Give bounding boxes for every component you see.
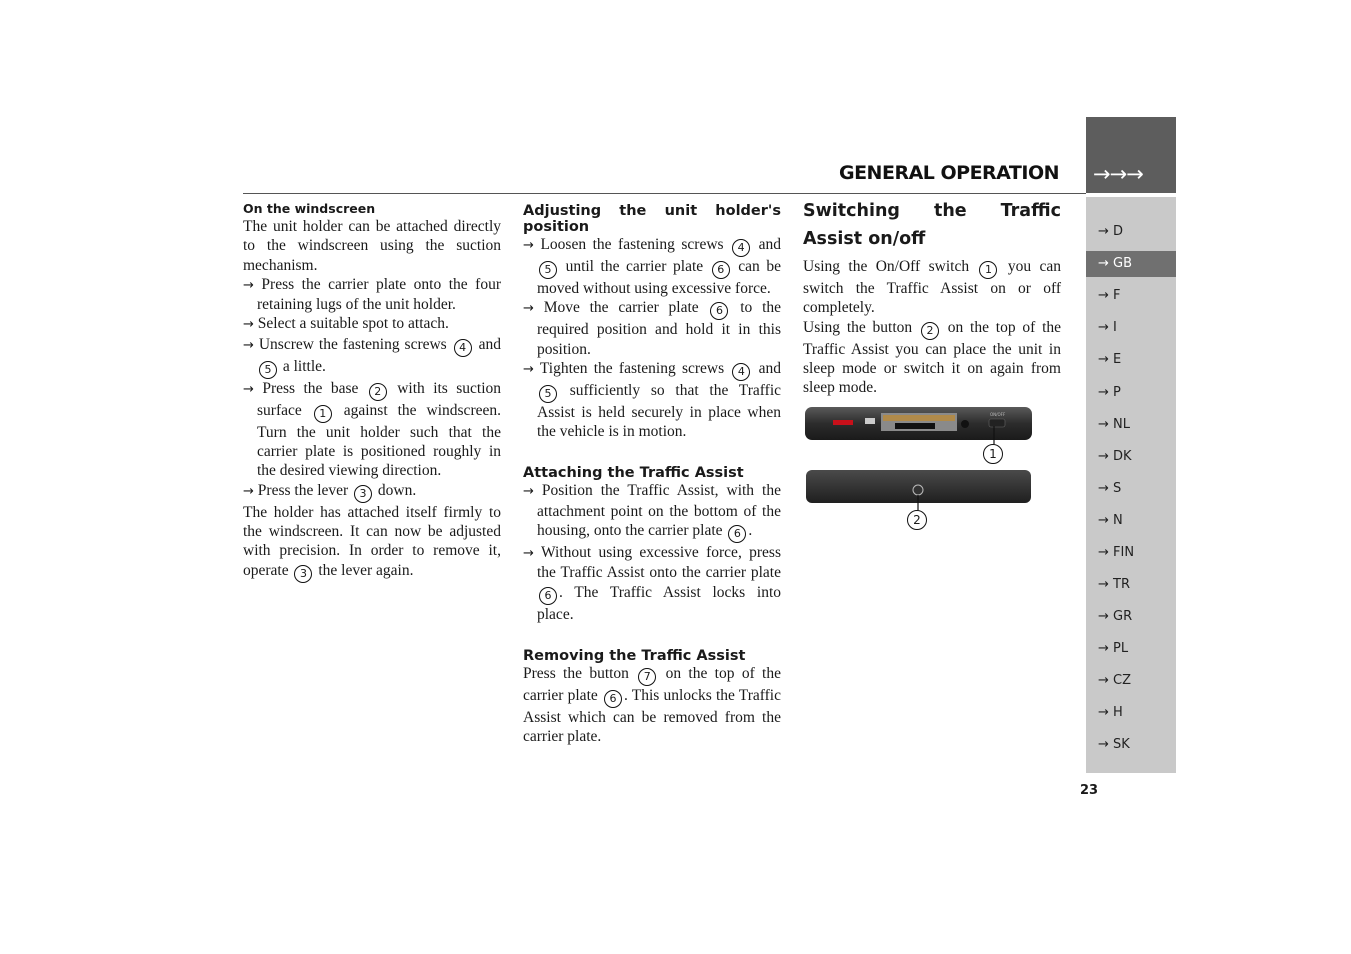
next-arrows-icon[interactable]: →→→ (1093, 162, 1143, 186)
outro-part: the lever again. (318, 561, 414, 579)
onoff-label: ON/OFF (990, 412, 1006, 417)
lang-d[interactable]: → D (1098, 224, 1124, 239)
heading-switching: Switching the Traffic Assist on/off (803, 201, 1061, 249)
arrow-icon: → (523, 546, 534, 562)
para-text: Using the On/Off switch (803, 258, 970, 275)
step-text: can be moved without using excessive force. (537, 258, 781, 297)
callout-7: 7 (638, 668, 656, 686)
outro-text (243, 503, 501, 583)
step-text: Press the lever (257, 481, 349, 499)
lang-sk[interactable]: → SK (1098, 737, 1130, 752)
arrow-icon: → (523, 484, 534, 500)
step-text: and (758, 236, 782, 253)
callout-2: 2 (369, 383, 387, 401)
arrow-icon: → (243, 337, 254, 353)
step-position (523, 481, 781, 543)
lang-s[interactable]: → S (1098, 481, 1122, 496)
arrow-icon: → (243, 381, 254, 397)
step-move (523, 298, 781, 359)
callout-1: 1 (314, 405, 332, 423)
lang-e[interactable]: → E (1098, 352, 1122, 367)
para-text: you can switch the Traffic Assist on or off completely. (803, 258, 1062, 317)
callout-4: 4 (732, 239, 750, 257)
step-text: Press the button (523, 664, 629, 682)
callout-3: 3 (354, 485, 372, 503)
column-switching (803, 197, 1061, 397)
callout-4: 4 (732, 363, 750, 381)
step-text: Unscrew the fastening screws (258, 335, 447, 353)
step-text: Press the base (262, 379, 359, 397)
step-press-base (243, 379, 501, 481)
step-text: down. (377, 481, 417, 499)
step-press-carrier (243, 275, 501, 315)
page-title: GENERAL OPERATION (838, 162, 1059, 184)
header-rule (243, 193, 1086, 194)
heading-removing: Removing the Traffic Assist (523, 647, 746, 664)
step-text: and (758, 359, 781, 377)
removing-text (523, 664, 781, 747)
step-press-onto (523, 543, 781, 624)
device-figure (803, 404, 1035, 534)
step-text: to the required position and hold it in this position. (537, 299, 782, 358)
column-windscreen (243, 201, 501, 583)
callout-6: 6 (712, 261, 730, 279)
lang-p[interactable]: → P (1098, 385, 1121, 400)
callout-2: 2 (921, 322, 939, 340)
switch-text (803, 257, 1061, 318)
lang-nl[interactable]: → NL (1098, 417, 1130, 432)
lang-f[interactable]: → F (1098, 288, 1121, 303)
step-text: on the top of the carrier plate (523, 664, 781, 704)
lang-cz[interactable]: → CZ (1098, 673, 1132, 688)
lang-pl[interactable]: → PL (1098, 641, 1129, 656)
page-number: 23 (1080, 783, 1099, 798)
step-unscrew (243, 335, 501, 379)
step-tighten (523, 359, 781, 442)
step-text: against the windscreen. Turn the unit holder such that the carrier plate is positioned roughly in the desired viewing direction. (257, 401, 501, 480)
step-text: and (478, 335, 502, 353)
step-text: Move the carrier plate (543, 299, 699, 317)
outro-part: The holder has attached itself firmly to the windscreen. It can now be adjusted with precision. In order to remove it, operate (243, 503, 501, 579)
lang-fin[interactable]: → FIN (1098, 545, 1135, 560)
arrow-icon: → (523, 238, 534, 253)
lang-gb[interactable]: → GB (1086, 251, 1176, 277)
step-select-spot (243, 314, 501, 334)
step-text: Without using excessive force, press the Traffic Assist onto the carrier plate (537, 544, 781, 582)
step-press-lever (243, 481, 501, 503)
arrow-icon: → (523, 361, 534, 377)
heading-attaching: Attaching the Traffic Assist (523, 465, 744, 482)
step-text: . The Traffic Assist locks into place. (537, 583, 781, 623)
arrow-icon: → (243, 277, 254, 293)
step-text: a little. (282, 357, 326, 375)
callout-5: 5 (539, 385, 557, 403)
callout-5: 5 (539, 261, 557, 279)
callout-3: 3 (294, 565, 312, 583)
lang-gr[interactable]: → GR (1098, 609, 1133, 624)
sleep-text (803, 318, 1061, 398)
intro-text: The unit holder can be attached directly to the windscreen using the suction mechanism. (243, 218, 501, 274)
lang-tr[interactable]: → TR (1098, 577, 1130, 592)
lang-dk[interactable]: → DK (1098, 449, 1132, 464)
callout-6: 6 (728, 525, 746, 543)
arrow-icon: → (243, 317, 254, 333)
step-text: . (748, 522, 753, 540)
lang-n[interactable]: → N (1098, 513, 1123, 528)
language-sidebar (1086, 197, 1176, 773)
para-text: Using the button (803, 318, 913, 336)
step-loosen (523, 235, 781, 298)
step-text: with its suction surface (257, 379, 502, 419)
step-text: until the carrier plate (565, 258, 704, 275)
callout-6: 6 (604, 690, 622, 708)
figure-callout-1: 1 (983, 444, 1003, 464)
heading-windscreen: On the windscreen (243, 201, 376, 216)
lang-i[interactable]: → I (1098, 320, 1117, 335)
column-adjusting (523, 203, 781, 747)
step-text: Press the carrier plate onto the four retaining lugs of the unit holder. (257, 275, 502, 314)
step-text: . This unlocks the Traffic Assist which can be removed from the carrier plate. (523, 686, 781, 746)
lang-h[interactable]: → H (1098, 705, 1123, 720)
para-text: on the top of the Traffic Assist you can place the unit in sleep mode or switch it on again from sleep mode. (803, 318, 1062, 397)
step-text: Position the Traffic Assist, with the attachment point on the bottom of the housing, onto the carrier plate (537, 482, 781, 540)
step-text: Select a suitable spot to attach. (257, 315, 449, 333)
callout-1: 1 (979, 261, 997, 279)
arrow-icon: → (523, 301, 534, 317)
arrow-icon: → (243, 483, 254, 499)
heading-adjusting: Adjusting the unit holder's position (523, 203, 781, 235)
step-text: Loosen the fastening screws (540, 236, 724, 253)
callout-6: 6 (539, 587, 557, 605)
callout-5: 5 (259, 361, 277, 379)
step-text: sufficiently so that the Traffic Assist is held securely in place when the vehicle is in motion. (537, 381, 781, 441)
step-text: Tighten the fastening screws (539, 359, 725, 377)
figure-callout-2: 2 (907, 510, 927, 530)
callout-4: 4 (454, 339, 472, 357)
callout-6: 6 (710, 302, 728, 320)
